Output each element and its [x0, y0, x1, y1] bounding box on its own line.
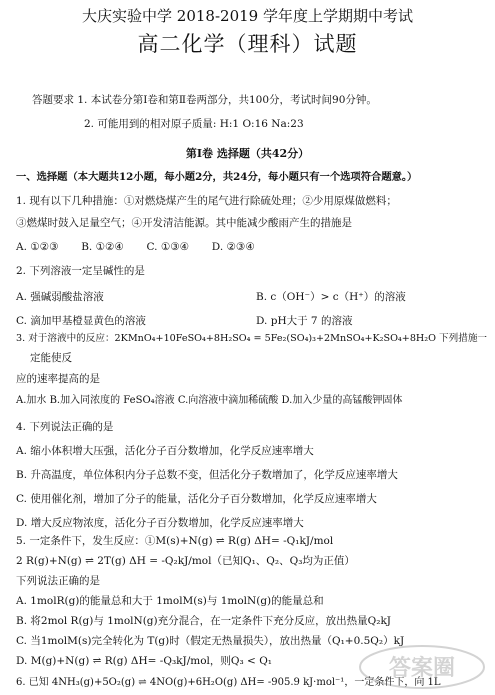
requirement-line-1: 答题要求 1. 本试卷分第Ⅰ卷和第Ⅱ卷两部分，共100分，考试时间90分钟。	[32, 94, 377, 106]
q2-option-c: C. 滴加甲基橙显黄色的溶液	[16, 315, 146, 327]
q4-option-b: B. 升高温度，单位体积内分子总数不变，但活化分子数增加了，化学反应速率增大	[16, 469, 398, 481]
q5-stem-line-2: 2 R(g)+N(g) ⇌ 2T(g) ΔH = -Q₂kJ/mol（已知Q₁、Q₂、Q₃均为正值）	[16, 555, 355, 567]
q1-option-d: D. ②③④	[211, 241, 255, 253]
q4-option-d: D. 增大反应物浓度，活化分子百分数增加，化学反应速率增大	[16, 517, 304, 529]
q2-stem: 2. 下列溶液一定呈碱性的是	[16, 265, 145, 277]
q5-option-d: D. M(g)+N(g) ⇌ R(g) ΔH= -Q₃kJ/mol，则Q₃ < Q₁	[16, 655, 273, 667]
q1-options	[16, 240, 495, 254]
watermark-text: 答案圈	[388, 656, 456, 681]
q5-option-a: A. 1molR(g)的能量总和大于 1molM(s)与 1molN(g)的能量总和	[16, 595, 324, 607]
q3-stem-line-1: 3. 对于溶液中的反应：2KMnO₄+10FeSO₄+8H₂SO₄ = 5Fe₂(SO₄)₃+2MnSO₄+K₂SO₄+8H₂O 下列措施一	[16, 333, 488, 344]
q6-stem-line-1: 6. 已知 4NH₃(g)+5O₂(g) ⇌ 4NO(g)+6H₂O(g) ΔH= -905.9 kJ·mol⁻¹，一定条件下，向 1L	[16, 677, 441, 688]
q4-option-a: A. 缩小体积增大压强，活化分子百分数增加，化学反应速率增大	[16, 445, 314, 457]
q3-options: A.加水 B.加入同浓度的 FeSO₄溶液 C.向溶液中滴加稀硫酸 D.加入少量的高锰酸钾固体	[16, 395, 403, 406]
q4-stem: 4. 下列说法正确的是	[16, 421, 114, 433]
q1-option-a: A. ①②③	[16, 241, 59, 253]
q1-stem-line-1: 1. 现有以下几种措施：①对燃烧煤产生的尾气进行除硫处理；②少用原煤做燃料；	[16, 195, 397, 207]
q5-stem-line-3: 下列说法正确的是	[16, 575, 100, 587]
q2-option-d: D. pH大于 7 的溶液	[256, 315, 353, 327]
q4-option-c: C. 使用催化剂，增加了分子的能量，活化分子百分数增加，化学反应速率增大	[16, 493, 377, 505]
q3-stem-line-3: 应的速率提高的是	[16, 373, 100, 385]
q1-option-c: C. ①③④	[146, 241, 190, 253]
exam-title: 高二化学（理科）试题	[137, 32, 358, 56]
school-exam-line: 大庆实验中学 2018-2019 学年度上学期期中考试	[82, 7, 413, 25]
q5-stem-line-1: 5. 一定条件下，发生反应：①M(s)+N(g) ⇌ R(g) ΔH= -Q₁kJ/mol	[16, 535, 334, 547]
q2-option-a: A. 强碱弱酸盐溶液	[16, 291, 104, 303]
part-intro: 一、选择题（本大题共12小题，每小题2分，共24分，每小题只有一个选项符合题意。）	[16, 171, 418, 183]
requirement-line-2: 2. 可能用到的相对原子质量: H:1 O:16 Na:23	[84, 118, 304, 130]
section-title: 第Ⅰ卷 选择题（共42分）	[185, 147, 310, 160]
q5-option-b: B. 将2mol R(g)与 1molN(g)充分混合，在一定条件下充分反应，放出热量Q₂kJ	[16, 615, 392, 627]
q2-option-b: B. c（OH⁻）> c（H⁺）的溶液	[256, 291, 406, 303]
q2-option-row-2	[16, 314, 495, 328]
q1-option-b: B. ①②④	[81, 241, 124, 253]
stamp-watermark-icon	[357, 643, 487, 691]
q2-option-row-1	[16, 290, 495, 304]
q1-stem-line-2: ③燃煤时鼓入足量空气；④开发清洁能源。其中能减少酸雨产生的措施是	[16, 217, 352, 229]
q5-option-c: C. 当1molM(s)完全转化为 T(g)时（假定无热量损失），放出热量（Q₁+0.5Q₂）kJ	[16, 635, 405, 647]
q3-stem-line-2: 定能使反	[30, 352, 72, 364]
